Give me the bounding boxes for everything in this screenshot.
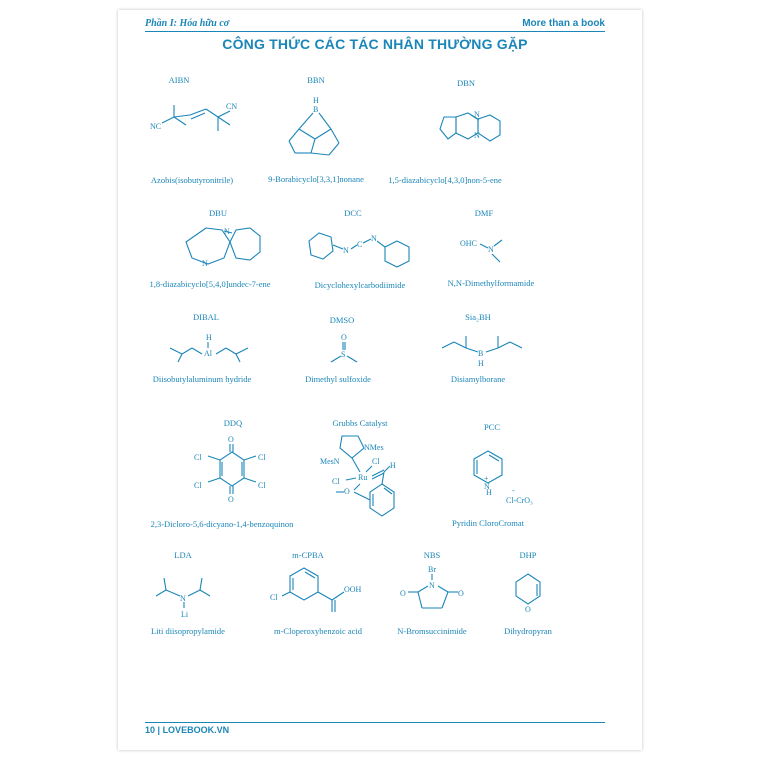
grubbs-abbr: Grubbs Catalyst [332, 418, 388, 428]
header-divider [145, 31, 605, 32]
atom-label: O [525, 605, 531, 614]
atom-label: Br [428, 565, 436, 574]
atom-label: H [486, 488, 492, 497]
atom-label: N [202, 259, 208, 268]
atom-label: OHC [460, 239, 477, 248]
aibn-name: Azobis(isobutyronitrile) [150, 175, 234, 185]
bbn-abbr: BBN [307, 75, 325, 85]
atom-label: N [474, 110, 480, 119]
dmf-structure [460, 232, 520, 272]
dbn-abbr: DBN [457, 78, 475, 88]
atom-label: O [458, 589, 464, 598]
dibal-abbr: DIBAL [193, 312, 219, 322]
ddq-structure [192, 432, 272, 507]
section-title: Phần I: Hóa hữu cơ [145, 18, 230, 29]
atom-label: Li [181, 610, 189, 619]
dmf-name: N,N-Dimethylformamide [447, 278, 535, 288]
atom-label: H [206, 333, 212, 342]
atom-label: S [341, 350, 346, 359]
atom-label: Ru [358, 473, 368, 482]
sia2bh-abbr: Sia₂BH [465, 312, 491, 322]
atom-label: NMes [364, 443, 384, 452]
dibal-structure [162, 330, 262, 370]
atom-label: O [344, 487, 350, 496]
header-tagline: More than a book [522, 18, 605, 29]
atom-label: Cl [194, 453, 202, 462]
ddq-name: 2,3-Dicloro-5,6-dicyano-1,4-benzoquinon [150, 519, 294, 529]
atom-label: B [313, 105, 319, 114]
atom-label: N [488, 245, 494, 254]
nbs-structure [398, 562, 473, 622]
mcpba-structure [268, 560, 378, 620]
mcpba-name: m-Cloperoxybenzoic acid [273, 626, 363, 636]
atom-label: Cl [258, 453, 266, 462]
atom-label: Cl [258, 481, 266, 490]
dbn-name: 1,5-diazabicyclo[4,3,0]non-5-ene [388, 175, 502, 185]
page-footer [145, 725, 229, 735]
aibn-structure [150, 95, 250, 145]
dmf-abbr: DMF [474, 208, 494, 218]
atom-label: Cl-CrO₃ [506, 496, 533, 505]
aibn-abbr: AIBN [168, 75, 190, 85]
dbu-name: 1,8-diazabicyclo[5,4,0]undec-7-ene [149, 279, 271, 289]
nbs-name: N-Bromsuccinimide [397, 626, 467, 636]
atom-label: Cl [332, 477, 340, 486]
ddq-abbr: DDQ [223, 418, 243, 428]
atom-label: - [512, 486, 515, 495]
dmso-abbr: DMSO [329, 315, 355, 325]
atom-label: O [341, 333, 347, 342]
dmso-structure [325, 332, 365, 372]
page-number: 10 [145, 725, 156, 735]
dhp-structure [508, 568, 548, 618]
dmso-name: Dimethyl sulfoxide [305, 374, 371, 384]
lda-abbr: LDA [174, 550, 192, 560]
atom-label: N [474, 131, 480, 140]
atom-label: B [478, 349, 484, 358]
atom-label: N [180, 594, 186, 603]
dbu-abbr: DBU [209, 208, 227, 218]
atom-label: O [400, 589, 406, 598]
atom-label: N [224, 227, 230, 236]
sia2bh-name: Disiamylborane [450, 374, 506, 384]
footer-divider [145, 722, 605, 723]
page-title: CÔNG THỨC CÁC TÁC NHÂN THƯỜNG GẶP [222, 36, 528, 52]
atom-label: Cl [372, 457, 380, 466]
dbu-structure [180, 220, 270, 275]
atom-label: MesN [320, 457, 340, 466]
atom-label: Al [204, 349, 212, 358]
atom-label: H [313, 96, 319, 105]
atom-label: O [228, 495, 234, 504]
dibal-name: Diisobutylaluminum hydride [152, 374, 252, 384]
sia2bh-structure [440, 330, 530, 370]
pcc-abbr: PCC [483, 422, 501, 432]
atom-label: H [478, 359, 484, 368]
dhp-abbr: DHP [519, 550, 537, 560]
footer-brand: LOVEBOOK.VN [162, 725, 230, 735]
dhp-name: Dihydropyran [504, 626, 552, 636]
nbs-abbr: NBS [423, 550, 441, 560]
atom-label: Cl [270, 593, 278, 602]
lda-name: Liti diisopropylamide [151, 626, 225, 636]
atom-label: N [484, 482, 490, 491]
pcc-structure [462, 445, 542, 515]
atom-label: N [343, 246, 349, 255]
atom-label: Cl [194, 481, 202, 490]
dbn-structure [438, 105, 508, 155]
bbn-name: 9-Borabicyclo[3,3,1]nonane [268, 174, 364, 184]
atom-label: H [390, 461, 396, 470]
pcc-name: Pyridin CloroCromat [451, 518, 524, 528]
lda-structure [150, 572, 220, 622]
footer-separator: | [157, 725, 163, 735]
atom-label: OOH [344, 585, 362, 594]
atom-label: CN [226, 102, 238, 111]
dcc-name: Dicyclohexylcarbodiimide [314, 280, 406, 290]
dcc-structure [305, 225, 415, 275]
mcpba-abbr: m-CPBA [292, 550, 324, 560]
atom-label: O [228, 435, 234, 444]
atom-label: NC [150, 122, 162, 131]
bbn-structure [285, 95, 345, 165]
atom-label: N [371, 234, 377, 243]
atom-label: + [484, 474, 489, 483]
atom-label: N [429, 581, 435, 590]
dcc-abbr: DCC [344, 208, 362, 218]
atom-label: C [357, 240, 363, 249]
